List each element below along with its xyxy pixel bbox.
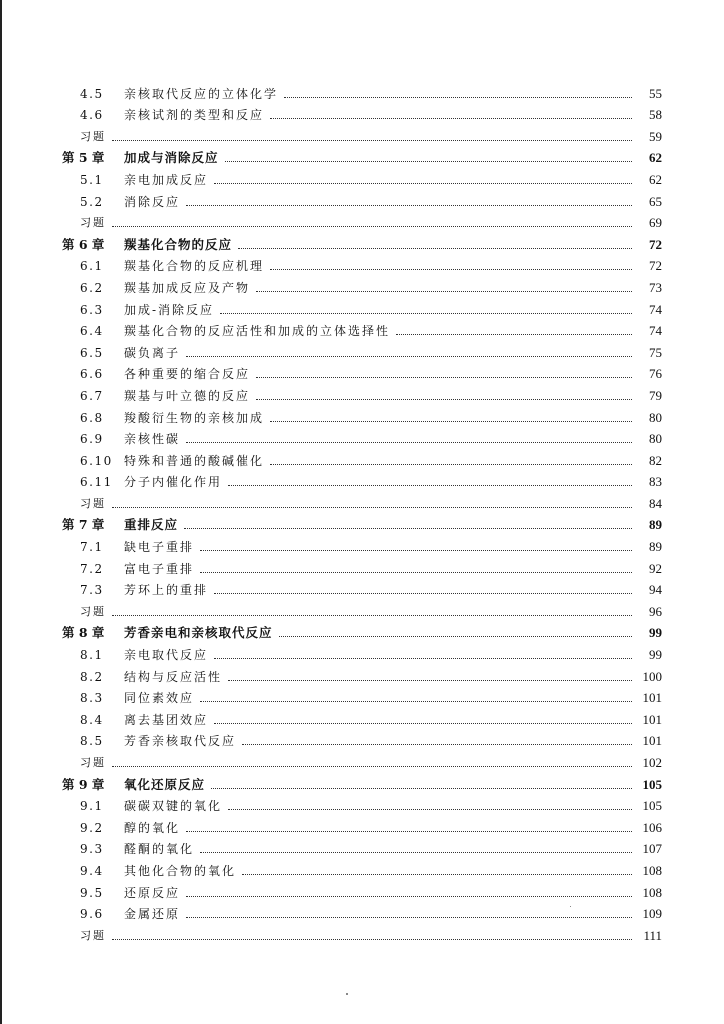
toc-page-number: 80 [649, 409, 662, 425]
toc-entry-title: 亲核试剂的类型和反应 [124, 108, 265, 123]
toc-section [62, 662, 662, 684]
toc-entry-title: 分子内催化作用 [124, 475, 223, 490]
dot-leader [186, 831, 632, 832]
toc-page-number: 108 [642, 884, 662, 900]
toc-entry-title: 消除反应 [124, 194, 181, 209]
toc-entry-title: 习题 [80, 216, 106, 230]
toc-page-number: 83 [649, 474, 662, 490]
toc-entry-number: 第 8 章 [62, 625, 105, 641]
toc-entry-title: 芳环上的重排 [124, 583, 209, 598]
toc-section [62, 532, 662, 554]
toc-exercise [62, 921, 662, 943]
dot-leader [112, 140, 632, 141]
toc-page-number: 79 [649, 387, 662, 403]
toc-section [62, 252, 662, 274]
toc-section [62, 705, 662, 727]
dot-leader [112, 615, 632, 616]
toc-entry-number: 4.5 [80, 86, 104, 101]
toc-entry-title: 碳碳双键的氧化 [124, 799, 223, 814]
toc-entry-number: 7.1 [80, 540, 104, 555]
toc-entry-number: 6.9 [80, 432, 104, 447]
toc-page-number: 108 [642, 862, 662, 878]
toc-entry-title: 金属还原 [124, 907, 181, 922]
dot-leader [214, 723, 632, 724]
toc-entry-title: 羧酸衍生物的亲核加成 [124, 410, 265, 425]
dot-leader [284, 97, 632, 98]
dot-leader [186, 356, 632, 357]
dot-leader [256, 399, 632, 400]
toc-entry-title: 同位素效应 [124, 691, 195, 706]
toc-entry-title: 重排反应 [124, 517, 179, 533]
toc-section [62, 425, 662, 447]
toc-section [62, 576, 662, 598]
toc-page-number: 99 [649, 625, 662, 641]
dot-leader [200, 852, 632, 853]
toc-page-number: 69 [649, 215, 662, 231]
toc-entry-title: 加成-消除反应 [124, 302, 215, 317]
toc-entry-title: 羰基加成反应及产物 [124, 280, 251, 295]
toc-section [62, 403, 662, 425]
toc-entry-title: 富电子重排 [124, 561, 195, 576]
toc-section [62, 317, 662, 339]
toc-entry-number: 5.1 [80, 172, 104, 187]
toc-page-number: 80 [649, 431, 662, 447]
dot-leader [214, 658, 632, 659]
toc-exercise [62, 209, 662, 231]
toc-entry-number: 第 7 章 [62, 517, 105, 533]
toc-page-number: 94 [649, 582, 662, 598]
toc-entry-title: 其他化合物的氧化 [124, 863, 237, 878]
toc-chapter [62, 230, 662, 252]
toc-chapter [62, 770, 662, 792]
toc-entry-title: 习题 [80, 496, 106, 510]
toc-page-number: 62 [649, 171, 662, 187]
toc-entry-number: 8.3 [80, 691, 104, 706]
toc-entry-number: 9.2 [80, 820, 104, 835]
toc-entry-title: 结构与反应活性 [124, 669, 223, 684]
toc-entry-title: 芳香亲电和亲核取代反应 [124, 625, 273, 641]
dot-leader [200, 550, 632, 551]
dot-leader [200, 701, 632, 702]
toc-entry-number: 6.1 [80, 259, 104, 274]
dot-leader [270, 421, 632, 422]
toc-section [62, 878, 662, 900]
toc-entry-number: 9.5 [80, 885, 104, 900]
dot-leader [256, 377, 632, 378]
toc-section [62, 900, 662, 922]
toc-entry-title: 特殊和普通的酸碱催化 [124, 453, 265, 468]
toc-section [62, 273, 662, 295]
toc-entry-number: 6.6 [80, 367, 104, 382]
toc-section [62, 360, 662, 382]
toc-section [62, 381, 662, 403]
dot-leader [214, 183, 632, 184]
toc-entry-title: 加成与消除反应 [124, 150, 219, 166]
toc-section [62, 856, 662, 878]
toc-entry-title: 习题 [80, 928, 106, 942]
toc-page-number: 105 [642, 798, 662, 814]
toc-page-number: 75 [649, 344, 662, 360]
toc-entry-title: 亲核性碳 [124, 432, 181, 447]
scan-left-border [0, 0, 2, 1024]
toc-entry-title: 羰基化合物的反应 [124, 236, 233, 252]
toc-page-number: 62 [649, 150, 662, 166]
toc-entry-number: 7.3 [80, 583, 104, 598]
toc-entry-title: 芳香亲核取代反应 [124, 734, 237, 749]
toc-page-number: 111 [643, 927, 662, 943]
toc-section [62, 295, 662, 317]
toc-entry-number: 9.1 [80, 799, 104, 814]
toc-page-number: 59 [649, 128, 662, 144]
toc-section [62, 338, 662, 360]
toc-entry-number: 9.3 [80, 842, 104, 857]
toc-page-number: 76 [649, 366, 662, 382]
table-of-contents [62, 79, 662, 943]
toc-entry-title: 离去基团效应 [124, 712, 209, 727]
toc-entry-number: 9.6 [80, 907, 104, 922]
dot-leader [279, 636, 632, 637]
toc-exercise [62, 122, 662, 144]
toc-entry-number: 6.4 [80, 324, 104, 339]
dot-leader [242, 744, 632, 745]
toc-page-number: 106 [642, 819, 662, 835]
toc-exercise [62, 748, 662, 770]
dot-leader [112, 939, 632, 940]
toc-entry-title: 习题 [80, 756, 106, 769]
toc-entry-number: 6.10 [80, 453, 113, 468]
dot-leader [186, 442, 632, 443]
toc-entry-title: 亲核取代反应的立体化学 [124, 86, 279, 101]
toc-entry-number: 6.2 [80, 280, 104, 295]
toc-page-number: 58 [649, 107, 662, 123]
toc-section [62, 165, 662, 187]
toc-page-number: 82 [649, 452, 662, 468]
dot-leader [214, 593, 632, 594]
toc-page-number: 109 [642, 906, 662, 922]
toc-page-number: 100 [642, 668, 662, 684]
dot-leader [270, 118, 632, 119]
toc-entry-title: 碳负离子 [124, 345, 181, 360]
toc-page-number: 84 [649, 495, 662, 511]
toc-entry-number: 4.6 [80, 108, 104, 123]
dot-leader [238, 248, 632, 249]
toc-page-number: 89 [649, 539, 662, 555]
scan-speck [570, 906, 571, 907]
toc-section [62, 187, 662, 209]
toc-page-number: 101 [642, 711, 662, 727]
toc-section [62, 835, 662, 857]
toc-page-number: 72 [649, 258, 662, 274]
toc-entry-number: 7.2 [80, 561, 104, 576]
toc-entry-number: 8.2 [80, 669, 104, 684]
toc-section [62, 813, 662, 835]
dot-leader [112, 507, 632, 508]
toc-exercise [62, 489, 662, 511]
toc-page-number: 99 [649, 647, 662, 663]
toc-entry-title: 习题 [80, 604, 106, 618]
toc-entry-title: 还原反应 [124, 885, 181, 900]
dot-leader [270, 269, 632, 270]
toc-chapter [62, 511, 662, 533]
toc-entry-title: 羰基化合物的反应机理 [124, 259, 265, 274]
toc-exercise [62, 597, 662, 619]
toc-entry-title: 醇的氧化 [124, 820, 181, 835]
dot-leader [200, 572, 632, 573]
toc-section [62, 792, 662, 814]
dot-leader [242, 874, 632, 875]
toc-entry-number: 5.2 [80, 194, 104, 209]
toc-entry-number: 6.3 [80, 302, 104, 317]
toc-entry-title: 氧化还原反应 [124, 776, 206, 792]
dot-leader [186, 896, 632, 897]
toc-section [62, 554, 662, 576]
toc-section [62, 727, 662, 749]
toc-entry-title: 习题 [80, 129, 106, 143]
toc-entry-number: 第 9 章 [62, 776, 105, 792]
toc-page-number: 65 [649, 193, 662, 209]
toc-page-number: 72 [649, 236, 662, 252]
toc-page-number: 102 [642, 755, 662, 770]
toc-page-number: 55 [649, 85, 662, 101]
toc-page-number: 105 [642, 776, 662, 792]
dot-leader [220, 313, 632, 314]
dot-leader [112, 226, 632, 227]
toc-entry-number: 8.4 [80, 712, 104, 727]
toc-chapter [62, 619, 662, 641]
toc-entry-number: 第 5 章 [62, 150, 105, 166]
dot-leader [186, 205, 632, 206]
toc-section [62, 446, 662, 468]
toc-page-number: 89 [649, 517, 662, 533]
toc-page-number: 107 [642, 841, 662, 857]
toc-entry-number: 第 6 章 [62, 236, 105, 252]
toc-entry-title: 羰基与叶立德的反应 [124, 388, 251, 403]
toc-page-number: 92 [649, 560, 662, 576]
dot-leader [396, 334, 632, 335]
toc-page-number: 101 [642, 733, 662, 749]
toc-entry-number: 6.5 [80, 345, 104, 360]
toc-entry-number: 9.4 [80, 863, 104, 878]
toc-page-number: 74 [649, 323, 662, 339]
dot-leader [184, 528, 632, 529]
toc-chapter [62, 144, 662, 166]
dot-leader [228, 680, 632, 681]
toc-entry-title: 各种重要的缩合反应 [124, 367, 251, 382]
dot-leader [186, 917, 632, 918]
dot-leader [112, 766, 632, 767]
dot-leader [211, 788, 632, 789]
toc-entry-title: 亲电取代反应 [124, 648, 209, 663]
toc-entry-title: 羰基化合物的反应活性和加成的立体选择性 [124, 324, 391, 339]
dot-leader [228, 809, 632, 810]
toc-section [62, 468, 662, 490]
toc-entry-number: 6.11 [80, 475, 113, 490]
toc-entry-title: 缺电子重排 [124, 540, 195, 555]
toc-page-number: 73 [649, 279, 662, 295]
toc-entry-number: 6.8 [80, 410, 104, 425]
scan-speck [346, 993, 348, 995]
toc-section [62, 79, 662, 101]
toc-section [62, 101, 662, 123]
toc-entry-title: 亲电加成反应 [124, 172, 209, 187]
toc-page-number: 74 [649, 301, 662, 317]
toc-section [62, 684, 662, 706]
toc-page-number: 101 [642, 690, 662, 706]
dot-leader [270, 464, 632, 465]
dot-leader [225, 161, 632, 162]
toc-entry-number: 8.5 [80, 734, 104, 749]
toc-entry-title: 醛酮的氧化 [124, 842, 195, 857]
toc-entry-number: 6.7 [80, 388, 104, 403]
dot-leader [256, 291, 632, 292]
dot-leader [228, 485, 632, 486]
toc-entry-number: 8.1 [80, 648, 104, 663]
toc-page-number: 96 [649, 603, 662, 619]
toc-section [62, 640, 662, 662]
